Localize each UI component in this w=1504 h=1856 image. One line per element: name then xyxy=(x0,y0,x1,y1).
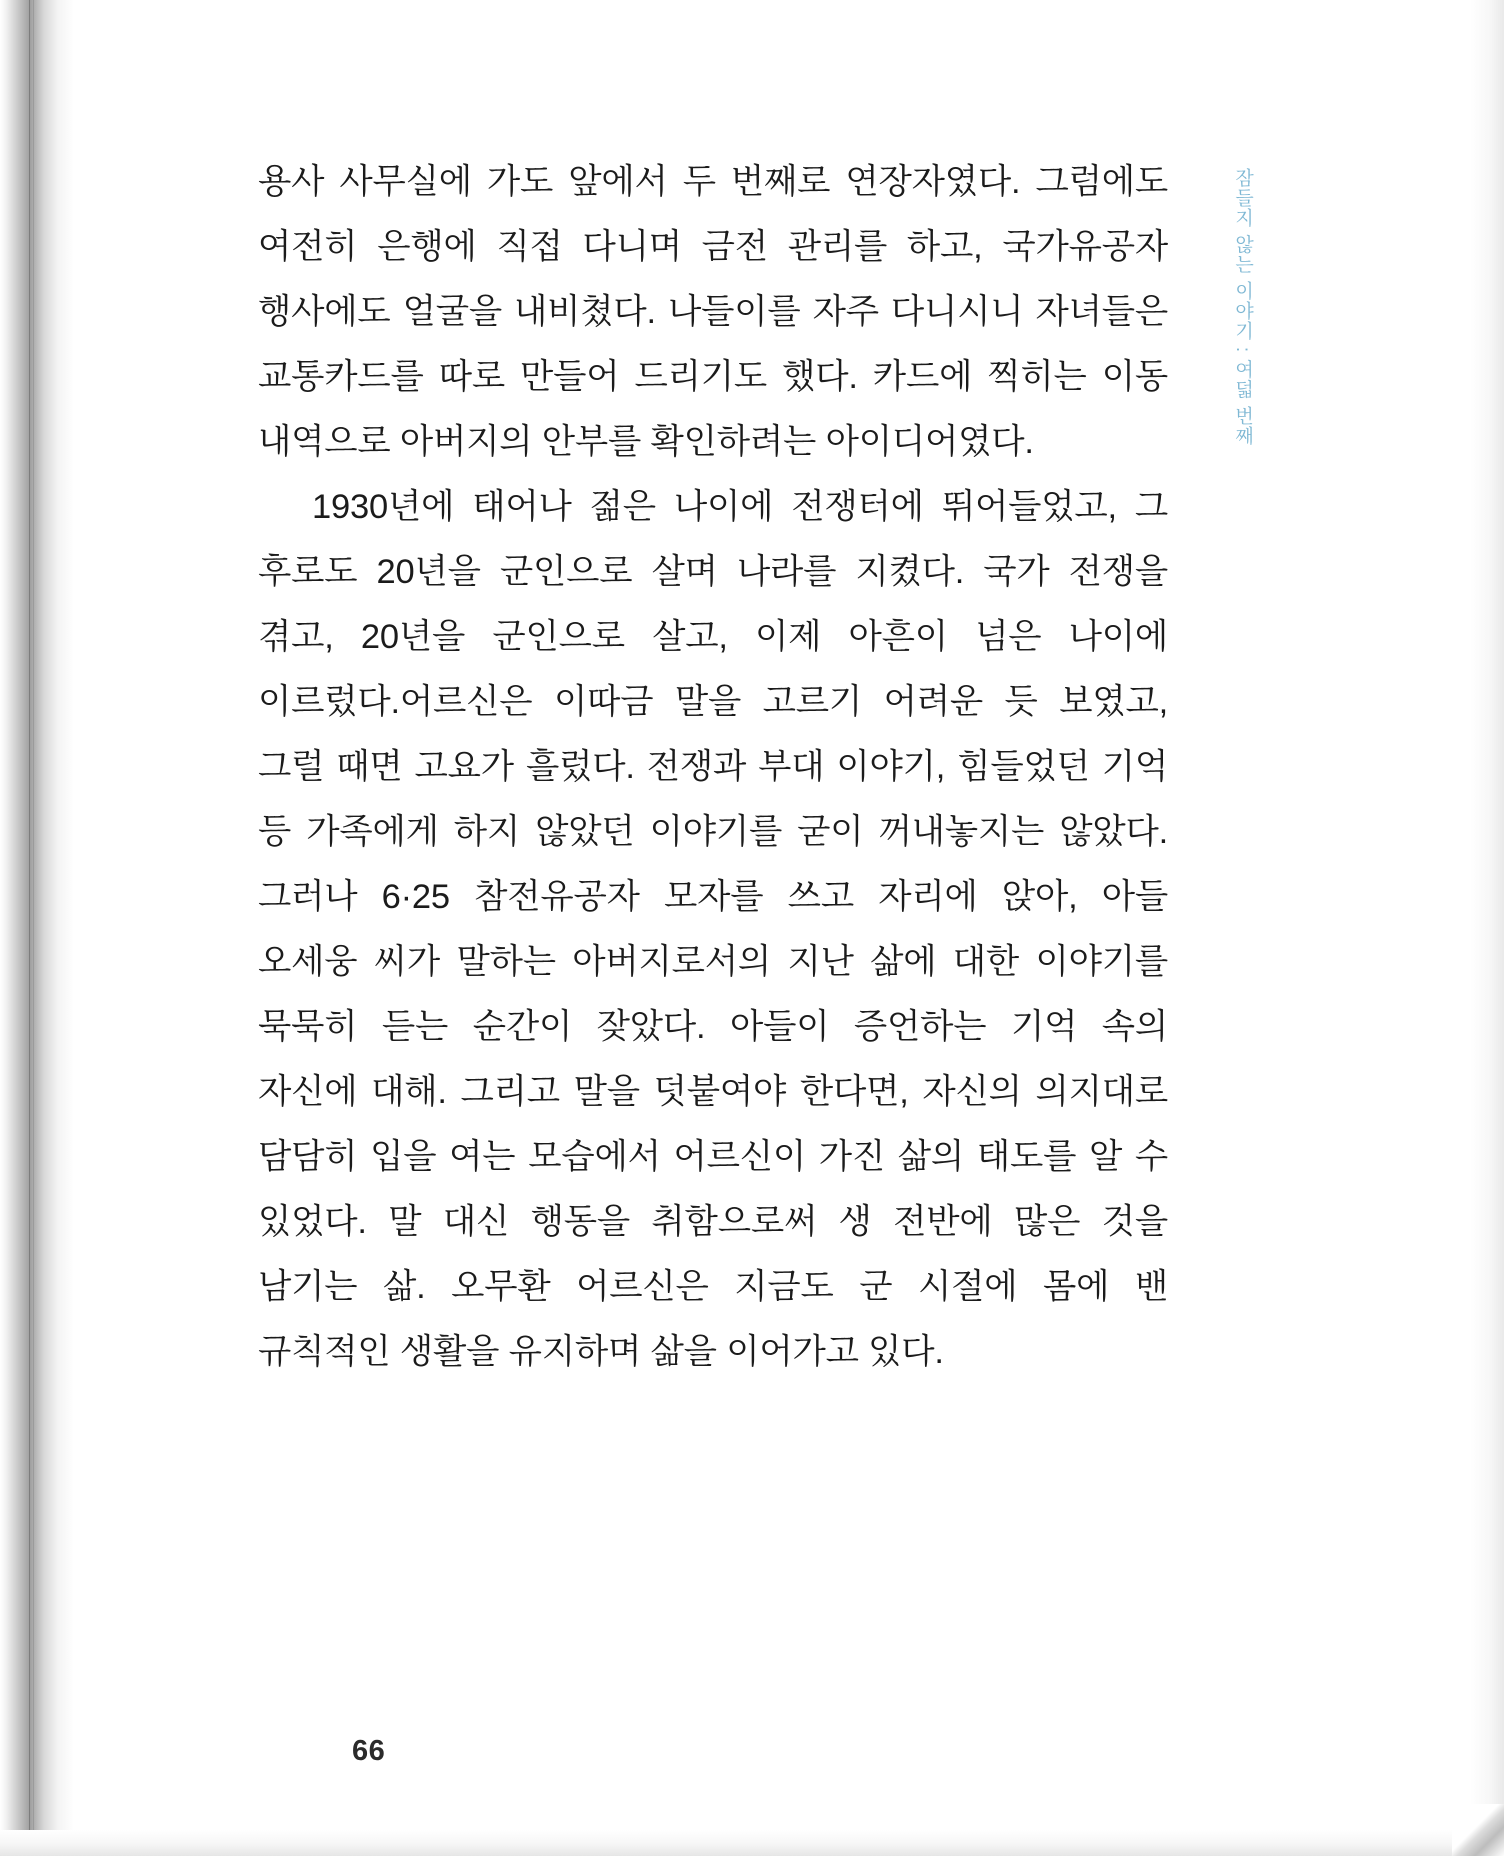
book-gutter-shadow xyxy=(0,0,74,1856)
page-edge-bottom-shadow xyxy=(0,1830,1504,1856)
paragraph-1: 용사 사무실에 가도 앞에서 두 번째로 연장자였다. 그럼에도 여전히 은행에 직접 다니며 금전 관리를 하고, 국가유공자 행사에도 얼굴을 내비쳤다. 나들이를 자주 다니시니 자녀들은 교통카드를 따로 만들어 드리기도 했다. 카드에 찍히는 이동 내역으로 아버지의 안부를 확인하려는 아이디어였다. xyxy=(258,163,1168,461)
page-edge-right-shadow xyxy=(1470,0,1504,1856)
page-number: 66 xyxy=(352,1735,386,1767)
running-head: 잠들지 않는 이야기 : 여덟 번째 xyxy=(1232,168,1253,446)
gutter-fold-line xyxy=(29,0,30,1856)
body-text-column xyxy=(258,150,1168,1385)
paragraph-2: 1930년에 태어나 젊은 나이에 전쟁터에 뛰어들었고, 그 후로도 20년을 군인으로 살며 나라를 지켰다. 국가 전쟁을 겪고, 20년을 군인으로 살고, 이제 아흔이 넘은 나이에 이르렀다.어르신은 이따금 말을 고르기 어려운 듯 보였고, 그럴 때면 고요가 흘렀다. 전쟁과 부대 이야기, 힘들었던 기억 등 가족에게 하지 않았던 이야기를 굳이 꺼내놓지는 않았다. 그러나 6·25 참전유공자 모자를 쓰고 자리에 앉아, 아들 오세웅 씨가 말하는 아버지로서의 지난 삶에 대한 이야기를 묵묵히 듣는 순간이 잦았다. 아들이 증언하는 기억 속의 자신에 대해. 그리고 말을 덧붙여야 한다면, 자신의 의지대로 담담히 입을 여는 모습에서 어르신이 가진 삶의 태도를 알 수 있었다. 말 대신 행동을 취함으로써 생 전반에 많은 것을 남기는 삶. 오무환 어르신은 지금도 군 시절에 몸에 밴 규칙적인 생활을 유지하며 삶을 이어가고 있다. xyxy=(258,488,1168,1371)
page-corner-fold xyxy=(1452,1804,1504,1856)
gutter-fold-line-secondary xyxy=(33,0,34,1856)
